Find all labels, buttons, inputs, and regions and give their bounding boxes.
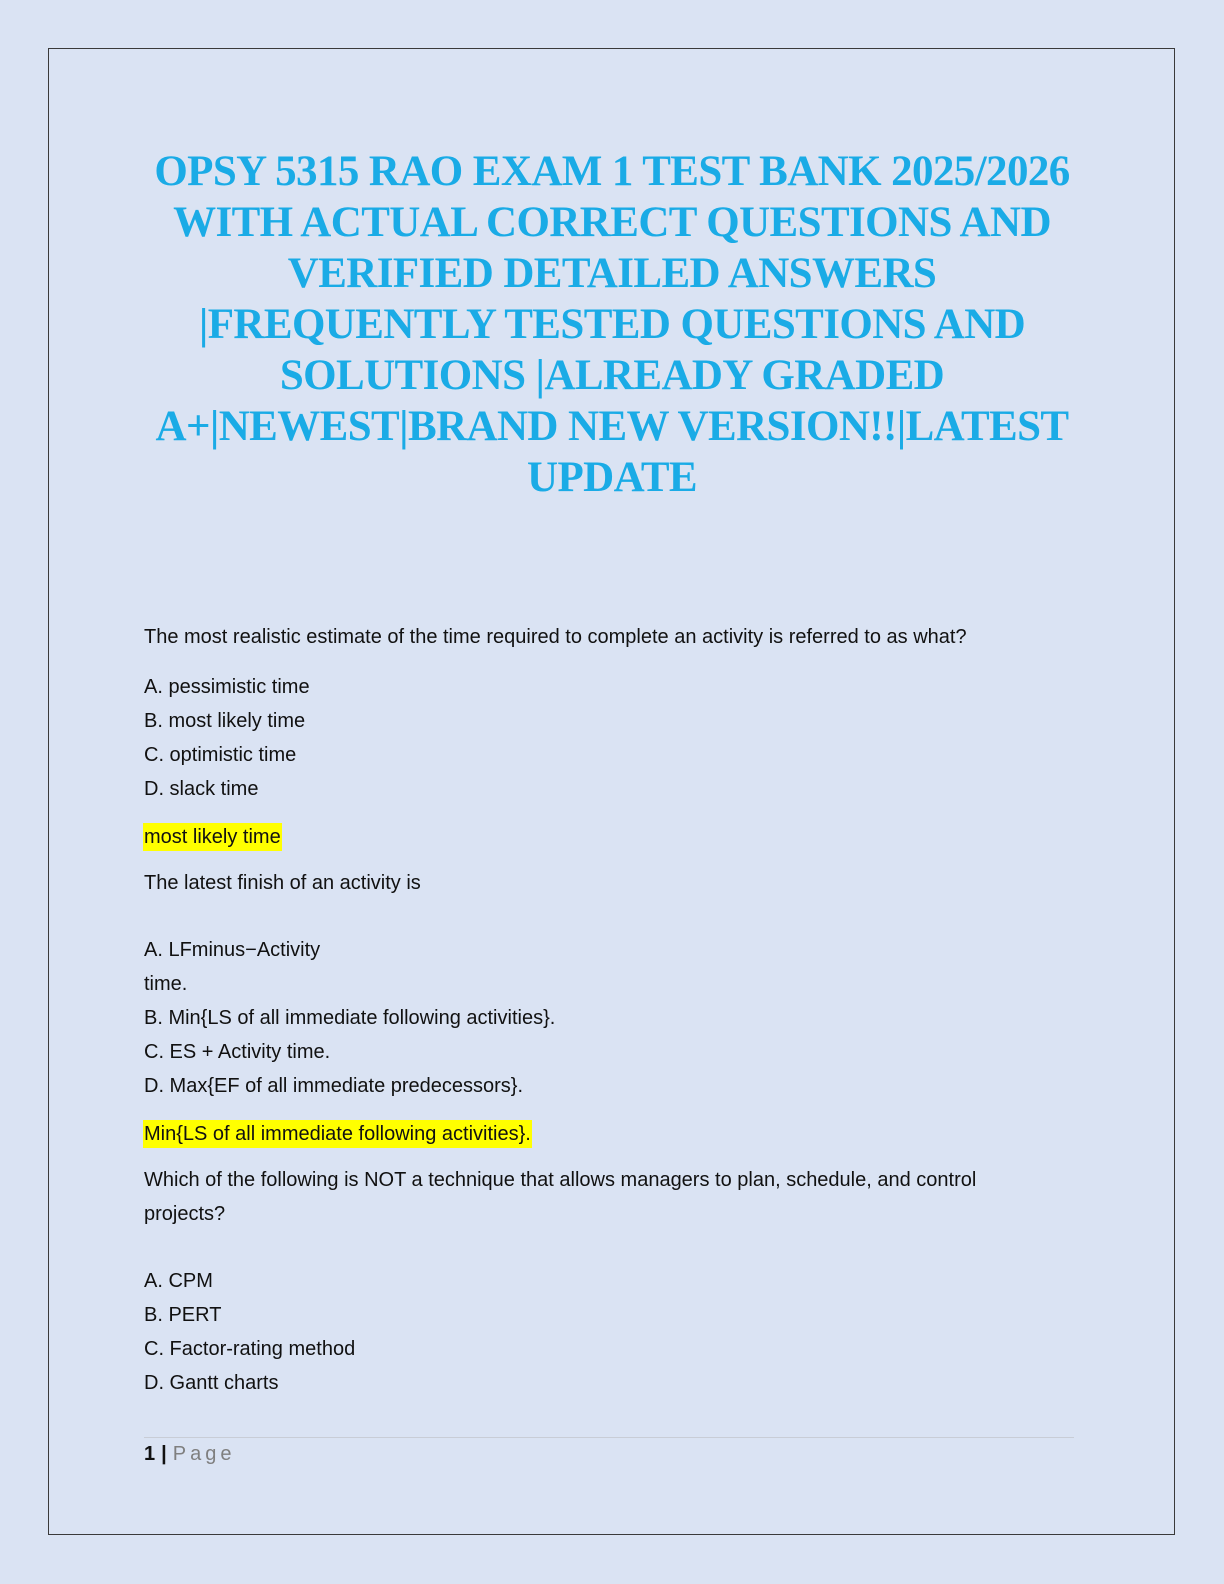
option-item: B. PERT [144,1304,222,1326]
question-text: Which of the following is NOT a technique that allows managers to plan, schedule, and control [144,1169,977,1191]
page-footer [144,1441,235,1467]
page-label: Page [172,1443,236,1465]
option-list [144,670,1084,806]
title-line: A+|NEWEST|BRAND NEW VERSION!!|LATEST [155,403,1069,450]
option-item: D. slack time [144,778,259,800]
title-line: UPDATE [527,454,697,501]
footer-rule [144,1437,1074,1438]
option-item: C. optimistic time [144,744,297,766]
option-list [144,1264,1084,1400]
answer-highlight: Min{LS of all immediate following activities}. [143,1120,532,1148]
document-body [144,620,1084,1400]
question-block [144,1163,1084,1400]
option-item: D. Max{EF of all immediate predecessors}. [144,1075,524,1097]
option-item: C. Factor-rating method [144,1338,356,1360]
title-line: |FREQUENTLY TESTED QUESTIONS AND [198,301,1026,348]
title-line: VERIFIED DETAILED ANSWERS [287,250,937,297]
option-item: time. [144,973,188,995]
question-text: The latest finish of an activity is [144,872,421,894]
option-item: D. Gantt charts [144,1372,279,1394]
option-item: A. pessimistic time [144,676,310,698]
option-item: A. CPM [144,1270,213,1292]
title-line: SOLUTIONS |ALREADY GRADED [279,352,945,399]
footer-separator: | [161,1443,167,1465]
option-list [144,933,1084,1103]
question-block [144,620,1084,854]
question-text: The most realistic estimate of the time required to complete an activity is referred to as what? [144,626,967,648]
option-item: B. most likely time [144,710,306,732]
answer-highlight: most likely time [143,823,282,851]
question-block [144,866,1084,1151]
page-number: 1 [144,1443,156,1465]
document-title [140,146,1084,503]
option-item: B. Min{LS of all immediate following activities}. [144,1007,556,1029]
question-text: projects? [144,1203,226,1225]
title-line: OPSY 5315 RAO EXAM 1 TEST BANK 2025/2026 [154,148,1070,195]
title-line: WITH ACTUAL CORRECT QUESTIONS AND [173,199,1051,246]
option-item: C. ES + Activity time. [144,1041,331,1063]
option-item: A. LFminus−Activity [144,939,321,961]
